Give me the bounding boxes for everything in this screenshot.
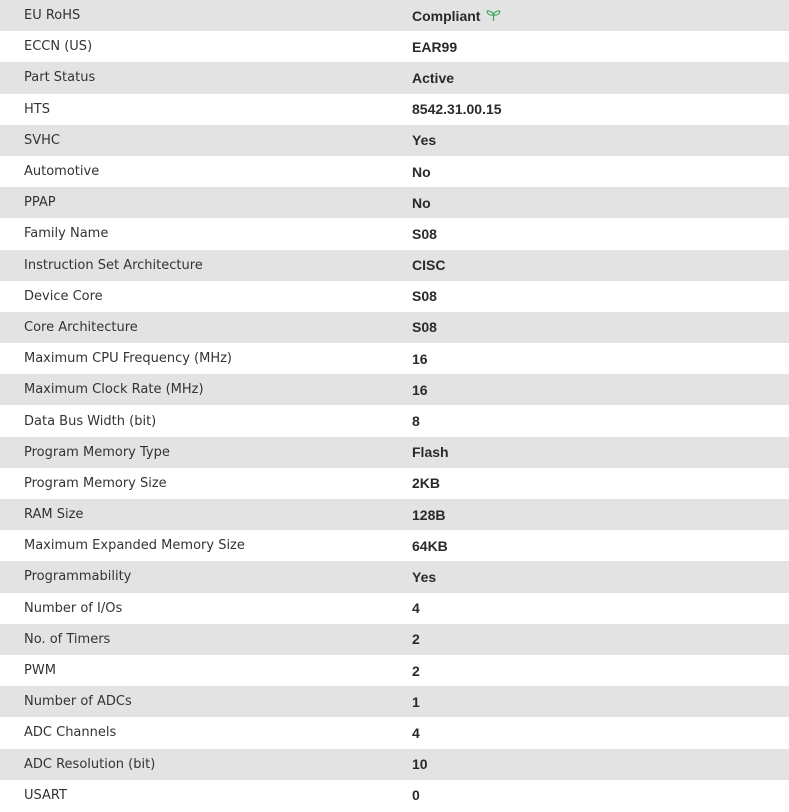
spec-label: Program Memory Size: [24, 475, 167, 491]
spec-label: Program Memory Type: [24, 444, 170, 460]
spec-label: HTS: [24, 101, 50, 117]
spec-value: 0: [412, 787, 420, 804]
spec-label: Automotive: [24, 164, 100, 180]
spec-label: Family Name: [24, 226, 109, 242]
spec-row: [0, 250, 789, 281]
spec-value: 8542.31.00.15: [412, 101, 502, 118]
spec-value: S08: [412, 225, 437, 242]
spec-label: Programmability: [24, 569, 132, 585]
spec-value: 2KB: [412, 475, 441, 492]
spec-value: 2: [412, 631, 420, 648]
spec-label: ADC Resolution (bit): [24, 756, 156, 772]
spec-label: Part Status: [24, 70, 96, 86]
spec-row: [0, 561, 789, 592]
spec-row: [0, 62, 789, 93]
spec-row: [0, 0, 789, 31]
spec-label: RAM Size: [24, 507, 84, 523]
spec-row: [0, 468, 789, 499]
spec-row: [0, 156, 789, 187]
spec-row: [0, 125, 789, 156]
spec-label: Core Architecture: [24, 319, 138, 335]
spec-row: [0, 499, 789, 530]
spec-row: [0, 405, 789, 436]
spec-value: Flash: [412, 444, 449, 461]
spec-row: [0, 31, 789, 62]
spec-label: PPAP: [24, 195, 56, 211]
spec-value-text: Compliant: [412, 7, 481, 24]
spec-row: [0, 94, 789, 125]
spec-row: [0, 437, 789, 468]
spec-value: 128B: [412, 506, 446, 523]
spec-label: Number of I/Os: [24, 600, 123, 616]
spec-value: 16: [412, 381, 428, 398]
spec-value: 1: [412, 693, 420, 710]
spec-value: No: [412, 194, 431, 211]
spec-value: Yes: [412, 132, 437, 149]
spec-value: 8: [412, 413, 420, 430]
spec-value: Active: [412, 69, 455, 86]
spec-value: EAR99: [412, 38, 458, 55]
spec-label: Number of ADCs: [24, 694, 132, 710]
spec-label: ADC Channels: [24, 725, 117, 741]
spec-label: ECCN (US): [24, 39, 93, 55]
spec-row: [0, 187, 789, 218]
spec-value: 64KB: [412, 537, 448, 554]
spec-value: CISC: [412, 257, 446, 274]
spec-row: [0, 343, 789, 374]
spec-row: [0, 218, 789, 249]
spec-label: Maximum CPU Frequency (MHz): [24, 351, 232, 367]
spec-value: S08: [412, 288, 437, 305]
spec-label: EU RoHS: [24, 8, 81, 24]
spec-value: [387, 0, 789, 31]
spec-row: [0, 530, 789, 561]
spec-value: 2: [412, 662, 420, 679]
spec-label: Maximum Clock Rate (MHz): [24, 382, 204, 398]
spec-row: [0, 281, 789, 312]
spec-label: SVHC: [24, 132, 60, 148]
spec-label: Data Bus Width (bit): [24, 413, 157, 429]
spec-row: [0, 593, 789, 624]
spec-row: [0, 312, 789, 343]
spec-row: [0, 749, 789, 780]
spec-row: [0, 717, 789, 748]
spec-row: [0, 780, 789, 811]
spec-label: Instruction Set Architecture: [24, 257, 203, 273]
spec-value: 4: [412, 724, 420, 741]
leaf-icon: [486, 9, 501, 21]
spec-label: Device Core: [24, 288, 103, 304]
spec-row: [0, 655, 789, 686]
spec-row: [0, 624, 789, 655]
spec-value: Yes: [412, 568, 437, 585]
spec-value: 4: [412, 600, 420, 617]
spec-label: USART: [24, 787, 67, 803]
spec-label: PWM: [24, 663, 56, 679]
spec-value: 10: [412, 756, 428, 773]
spec-value: 16: [412, 350, 428, 367]
spec-row: [0, 374, 789, 405]
spec-label: No. of Timers: [24, 631, 111, 647]
spec-label: Maximum Expanded Memory Size: [24, 538, 245, 554]
spec-row: [0, 686, 789, 717]
spec-value: No: [412, 163, 431, 180]
spec-value: S08: [412, 319, 437, 336]
